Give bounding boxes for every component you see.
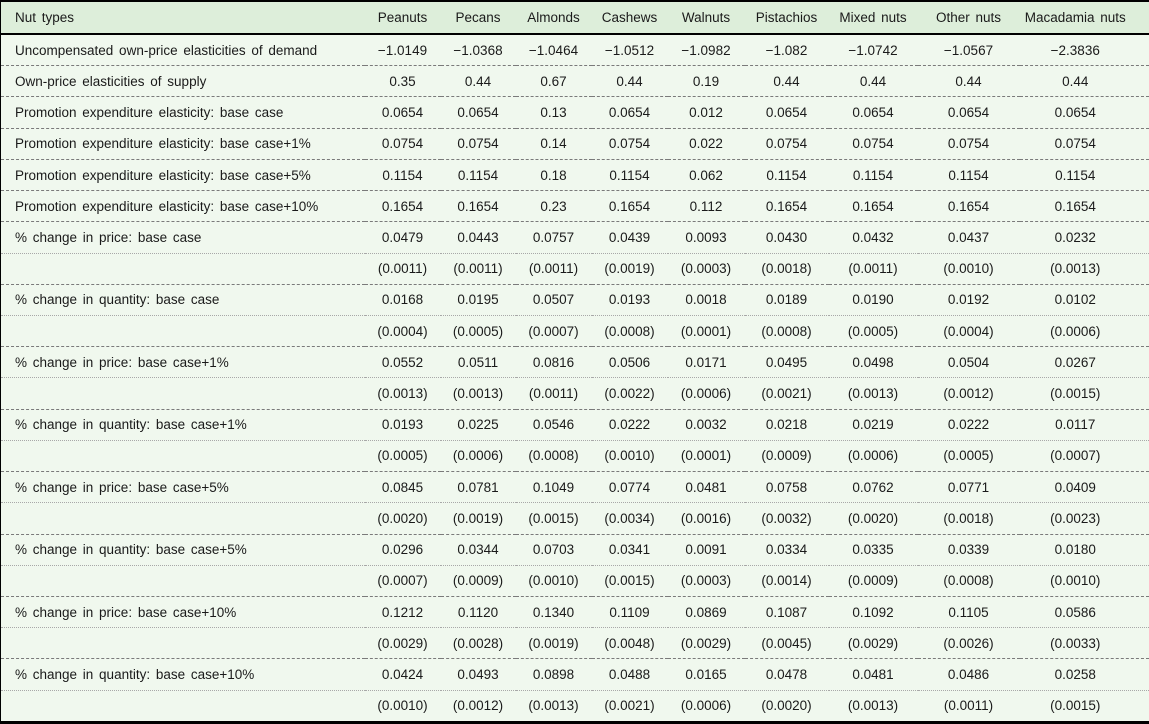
se-cell: (0.0010): [592, 440, 668, 471]
value-cell: 0.0654: [1020, 97, 1149, 128]
row-label: % change in quantity: base case+10%: [1, 659, 365, 690]
se-cell: (0.0014): [745, 565, 829, 596]
se-cell: (0.0029): [829, 628, 918, 659]
table-row: [1, 284, 1149, 315]
value-cell: 0.0654: [592, 97, 668, 128]
value-cell: 0.1154: [1020, 159, 1149, 190]
value-cell: 0.13: [516, 97, 592, 128]
se-cell: (0.0033): [1020, 628, 1149, 659]
se-cell: (0.0008): [592, 315, 668, 346]
row-label: % change in price: base case+10%: [1, 596, 365, 627]
se-cell: (0.0022): [592, 378, 668, 409]
header-cell-peanuts: Peanuts: [365, 1, 441, 34]
se-cell: (0.0006): [668, 378, 745, 409]
value-cell: 0.0845: [365, 472, 441, 503]
value-cell: 0.1654: [592, 191, 668, 222]
value-cell: 0.44: [441, 66, 516, 97]
se-cell: (0.0011): [516, 253, 592, 284]
value-cell: 0.0339: [918, 534, 1020, 565]
row-label: % change in quantity: base case+1%: [1, 409, 365, 440]
value-cell: 0.0507: [516, 284, 592, 315]
row-label: % change in price: base case: [1, 222, 365, 253]
table-row: [1, 503, 1149, 534]
value-cell: −1.0464: [528, 42, 579, 58]
table-row: [1, 191, 1149, 222]
se-cell: (0.0008): [516, 440, 592, 471]
se-cell: (0.0023): [1020, 503, 1149, 534]
value-cell: 0.44: [829, 66, 918, 97]
table-row: [1, 596, 1149, 627]
row-label: [1, 503, 365, 534]
value-cell: 0.0703: [516, 534, 592, 565]
se-cell: (0.0009): [745, 440, 829, 471]
value-cell: −2.3836: [1050, 42, 1100, 58]
value-cell: 0.0546: [516, 409, 592, 440]
table-row: [1, 534, 1149, 565]
table-row: [1, 409, 1149, 440]
value-cell: 0.0754: [918, 128, 1020, 159]
table-row: [1, 66, 1149, 97]
se-cell: (0.0011): [829, 253, 918, 284]
se-cell: (0.0003): [668, 253, 745, 284]
value-cell: 0.1154: [829, 159, 918, 190]
se-cell: (0.0007): [516, 315, 592, 346]
value-cell: −1.0149: [377, 42, 428, 58]
value-cell: 0.0193: [592, 284, 668, 315]
value-cell: −1.0567: [943, 42, 994, 58]
se-cell: (0.0004): [365, 315, 441, 346]
se-cell: (0.0004): [918, 315, 1020, 346]
se-cell: (0.0012): [441, 690, 516, 722]
value-cell: 0.1092: [829, 596, 918, 627]
table-row: [1, 659, 1149, 690]
se-cell: (0.0029): [365, 628, 441, 659]
se-cell: (0.0015): [592, 565, 668, 596]
value-cell: 0.44: [592, 66, 668, 97]
se-cell: (0.0015): [516, 503, 592, 534]
value-cell: 0.0816: [516, 347, 592, 378]
value-cell: 0.0432: [829, 222, 918, 253]
value-cell: 0.0225: [441, 409, 516, 440]
value-cell: 0.0481: [668, 472, 745, 503]
value-cell: 0.0898: [516, 659, 592, 690]
value-cell: 0.0552: [365, 347, 441, 378]
value-cell: 0.35: [365, 66, 441, 97]
value-cell: 0.0757: [516, 222, 592, 253]
value-cell: −1.0982: [681, 42, 731, 58]
value-cell: 0.1154: [441, 159, 516, 190]
table-row: [1, 565, 1149, 596]
table-body: [1, 34, 1149, 723]
value-cell: 0.0654: [441, 97, 516, 128]
table-row: [1, 690, 1149, 722]
value-cell: 0.0189: [745, 284, 829, 315]
se-cell: (0.0012): [918, 378, 1020, 409]
value-cell: 0.0222: [592, 409, 668, 440]
value-cell: 0.1105: [918, 596, 1020, 627]
se-cell: (0.0032): [745, 503, 829, 534]
value-cell: 0.0654: [745, 97, 829, 128]
value-cell: 0.012: [668, 97, 745, 128]
se-cell: (0.0009): [441, 565, 516, 596]
se-cell: (0.0006): [1020, 315, 1149, 346]
se-cell: (0.0013): [829, 378, 918, 409]
se-cell: (0.0005): [918, 440, 1020, 471]
row-label: Promotion expenditure elasticity: base case: [1, 97, 365, 128]
header-cell-cashews: Cashews: [592, 1, 668, 34]
value-cell: 0.0171: [668, 347, 745, 378]
value-cell: 0.0430: [745, 222, 829, 253]
value-cell: 0.19: [668, 66, 745, 97]
value-cell: 0.0335: [829, 534, 918, 565]
header-cell-nut-types: Nut types: [1, 1, 365, 34]
row-label: [1, 690, 365, 722]
se-cell: (0.0013): [516, 690, 592, 722]
se-cell: (0.0003): [668, 565, 745, 596]
table-row: [1, 472, 1149, 503]
se-cell: (0.0006): [829, 440, 918, 471]
value-cell: 0.0296: [365, 534, 441, 565]
value-cell: 0.1109: [592, 596, 668, 627]
value-cell: 0.0754: [1020, 128, 1149, 159]
row-label: % change in price: base case+1%: [1, 347, 365, 378]
se-cell: (0.0048): [592, 628, 668, 659]
table-row: [1, 440, 1149, 471]
value-cell: −1.0742: [848, 42, 898, 58]
value-cell: 0.0478: [745, 659, 829, 690]
value-cell: 0.0258: [1020, 659, 1149, 690]
value-cell: 0.1654: [745, 191, 829, 222]
value-cell: 0.0195: [441, 284, 516, 315]
row-label: [1, 253, 365, 284]
value-cell: 0.0168: [365, 284, 441, 315]
value-cell: 0.0443: [441, 222, 516, 253]
value-cell: 0.0267: [1020, 347, 1149, 378]
se-cell: (0.0008): [918, 565, 1020, 596]
value-cell: 0.44: [745, 66, 829, 97]
value-cell: 0.0495: [745, 347, 829, 378]
value-cell: 0.022: [668, 128, 745, 159]
value-cell: 0.1654: [829, 191, 918, 222]
se-cell: (0.0019): [592, 253, 668, 284]
value-cell: 0.44: [1020, 66, 1149, 97]
se-cell: (0.0010): [918, 253, 1020, 284]
se-cell: (0.0029): [668, 628, 745, 659]
se-cell: (0.0028): [441, 628, 516, 659]
row-label: [1, 378, 365, 409]
value-cell: 0.67: [516, 66, 592, 97]
value-cell: 0.1340: [516, 596, 592, 627]
value-cell: 0.0334: [745, 534, 829, 565]
value-cell: 0.0222: [918, 409, 1020, 440]
table-header: [1, 1, 1149, 34]
value-cell: 0.0032: [668, 409, 745, 440]
value-cell: 0.0654: [918, 97, 1020, 128]
value-cell: 0.23: [516, 191, 592, 222]
value-cell: 0.0771: [918, 472, 1020, 503]
value-cell: 0.0218: [745, 409, 829, 440]
table-row: [1, 628, 1149, 659]
se-cell: (0.0005): [441, 315, 516, 346]
se-cell: (0.0016): [668, 503, 745, 534]
value-cell: 0.0754: [365, 128, 441, 159]
row-label: Promotion expenditure elasticity: base case+5%: [1, 159, 365, 190]
header-row: [1, 1, 1149, 34]
row-label: Promotion expenditure elasticity: base case+1%: [1, 128, 365, 159]
se-cell: (0.0026): [918, 628, 1020, 659]
value-cell: 0.0344: [441, 534, 516, 565]
value-cell: 0.18: [516, 159, 592, 190]
value-cell: 0.14: [516, 128, 592, 159]
value-cell: 0.0439: [592, 222, 668, 253]
value-cell: 0.0437: [918, 222, 1020, 253]
value-cell: 0.0180: [1020, 534, 1149, 565]
se-cell: (0.0019): [441, 503, 516, 534]
value-cell: 0.0493: [441, 659, 516, 690]
header-cell-pecans: Pecans: [441, 1, 516, 34]
value-cell: 0.0192: [918, 284, 1020, 315]
value-cell: 0.0190: [829, 284, 918, 315]
value-cell: 0.0117: [1020, 409, 1149, 440]
se-cell: (0.0013): [1020, 253, 1149, 284]
value-cell: 0.44: [918, 66, 1020, 97]
table-row: [1, 315, 1149, 346]
value-cell: 0.1654: [441, 191, 516, 222]
value-cell: −1.0368: [453, 42, 503, 58]
value-cell: 0.0481: [829, 659, 918, 690]
header-cell-pistachios: Pistachios: [745, 1, 829, 34]
value-cell: 0.0488: [592, 659, 668, 690]
value-cell: 0.0781: [441, 472, 516, 503]
se-cell: (0.0013): [365, 378, 441, 409]
value-cell: 0.0341: [592, 534, 668, 565]
se-cell: (0.0010): [365, 690, 441, 722]
se-cell: (0.0015): [1020, 378, 1149, 409]
value-cell: 0.062: [668, 159, 745, 190]
value-cell: 0.1154: [745, 159, 829, 190]
se-cell: (0.0020): [829, 503, 918, 534]
se-cell: (0.0008): [745, 315, 829, 346]
row-label: Promotion expenditure elasticity: base case+10%: [1, 191, 365, 222]
value-cell: 0.0654: [829, 97, 918, 128]
row-label: [1, 315, 365, 346]
header-cell-macadamia-nuts: Macadamia nuts: [1020, 1, 1149, 34]
table-row: [1, 128, 1149, 159]
row-label: Uncompensated own-price elasticities of demand: [15, 42, 318, 58]
row-label: % change in price: base case+5%: [1, 472, 365, 503]
se-cell: (0.0011): [516, 378, 592, 409]
value-cell: 0.1120: [441, 596, 516, 627]
value-cell: 0.0754: [592, 128, 668, 159]
value-cell: 0.0018: [668, 284, 745, 315]
table-row: [1, 97, 1149, 128]
value-cell: 0.0511: [441, 347, 516, 378]
row-label: Own-price elasticities of supply: [1, 66, 365, 97]
row-label: [1, 440, 365, 471]
value-cell: 0.0774: [592, 472, 668, 503]
value-cell: −1.0512: [604, 42, 655, 58]
se-cell: (0.0007): [1020, 440, 1149, 471]
se-cell: (0.0021): [745, 378, 829, 409]
se-cell: (0.0021): [592, 690, 668, 722]
table-row: [1, 34, 1149, 66]
se-cell: (0.0034): [592, 503, 668, 534]
value-cell: 0.0102: [1020, 284, 1149, 315]
value-cell: 0.0409: [1020, 472, 1149, 503]
se-cell: (0.0015): [1020, 690, 1149, 722]
value-cell: 0.0093: [668, 222, 745, 253]
table-row: [1, 347, 1149, 378]
value-cell: 0.1087: [745, 596, 829, 627]
row-label: [1, 565, 365, 596]
value-cell: 0.0586: [1020, 596, 1149, 627]
table-row: [1, 378, 1149, 409]
se-cell: (0.0007): [365, 565, 441, 596]
se-cell: (0.0001): [668, 440, 745, 471]
se-cell: (0.0013): [441, 378, 516, 409]
header-cell-walnuts: Walnuts: [668, 1, 745, 34]
value-cell: 0.0869: [668, 596, 745, 627]
se-cell: (0.0010): [1020, 565, 1149, 596]
value-cell: 0.0479: [365, 222, 441, 253]
header-cell-other-nuts: Other nuts: [918, 1, 1020, 34]
value-cell: −1.082: [765, 42, 808, 58]
se-cell: (0.0010): [516, 565, 592, 596]
se-cell: (0.0018): [745, 253, 829, 284]
se-cell: (0.0018): [918, 503, 1020, 534]
se-cell: (0.0045): [745, 628, 829, 659]
se-cell: (0.0006): [441, 440, 516, 471]
value-cell: 0.1154: [592, 159, 668, 190]
value-cell: 0.0504: [918, 347, 1020, 378]
value-cell: 0.1154: [365, 159, 441, 190]
se-cell: (0.0011): [918, 690, 1020, 722]
value-cell: 0.0219: [829, 409, 918, 440]
value-cell: 0.0754: [745, 128, 829, 159]
se-cell: (0.0001): [668, 315, 745, 346]
value-cell: 0.0232: [1020, 222, 1149, 253]
value-cell: 0.1654: [1020, 191, 1149, 222]
row-label: % change in quantity: base case+5%: [1, 534, 365, 565]
value-cell: 0.0506: [592, 347, 668, 378]
value-cell: 0.1654: [918, 191, 1020, 222]
value-cell: 0.0762: [829, 472, 918, 503]
value-cell: 0.0486: [918, 659, 1020, 690]
value-cell: 0.1154: [918, 159, 1020, 190]
se-cell: (0.0011): [441, 253, 516, 284]
value-cell: 0.1049: [516, 472, 592, 503]
value-cell: 0.0498: [829, 347, 918, 378]
value-cell: 0.0165: [668, 659, 745, 690]
value-cell: 0.0754: [441, 128, 516, 159]
table-row: [1, 253, 1149, 284]
value-cell: 0.0654: [365, 97, 441, 128]
value-cell: 0.112: [668, 191, 745, 222]
row-label: % change in quantity: base case: [1, 284, 365, 315]
se-cell: (0.0020): [745, 690, 829, 722]
value-cell: 0.0758: [745, 472, 829, 503]
table-row: [1, 222, 1149, 253]
value-cell: 0.1654: [365, 191, 441, 222]
value-cell: 0.1212: [365, 596, 441, 627]
value-cell: 0.0193: [365, 409, 441, 440]
se-cell: (0.0005): [365, 440, 441, 471]
se-cell: (0.0011): [365, 253, 441, 284]
header-cell-almonds: Almonds: [516, 1, 592, 34]
se-cell: (0.0009): [829, 565, 918, 596]
se-cell: (0.0005): [829, 315, 918, 346]
value-cell: 0.0424: [365, 659, 441, 690]
se-cell: (0.0013): [829, 690, 918, 722]
header-cell-mixed-nuts: Mixed nuts: [829, 1, 918, 34]
value-cell: 0.0091: [668, 534, 745, 565]
se-cell: (0.0020): [365, 503, 441, 534]
row-label: [1, 628, 365, 659]
table-row: [1, 159, 1149, 190]
se-cell: (0.0006): [668, 690, 745, 722]
value-cell: 0.0754: [829, 128, 918, 159]
se-cell: (0.0019): [516, 628, 592, 659]
